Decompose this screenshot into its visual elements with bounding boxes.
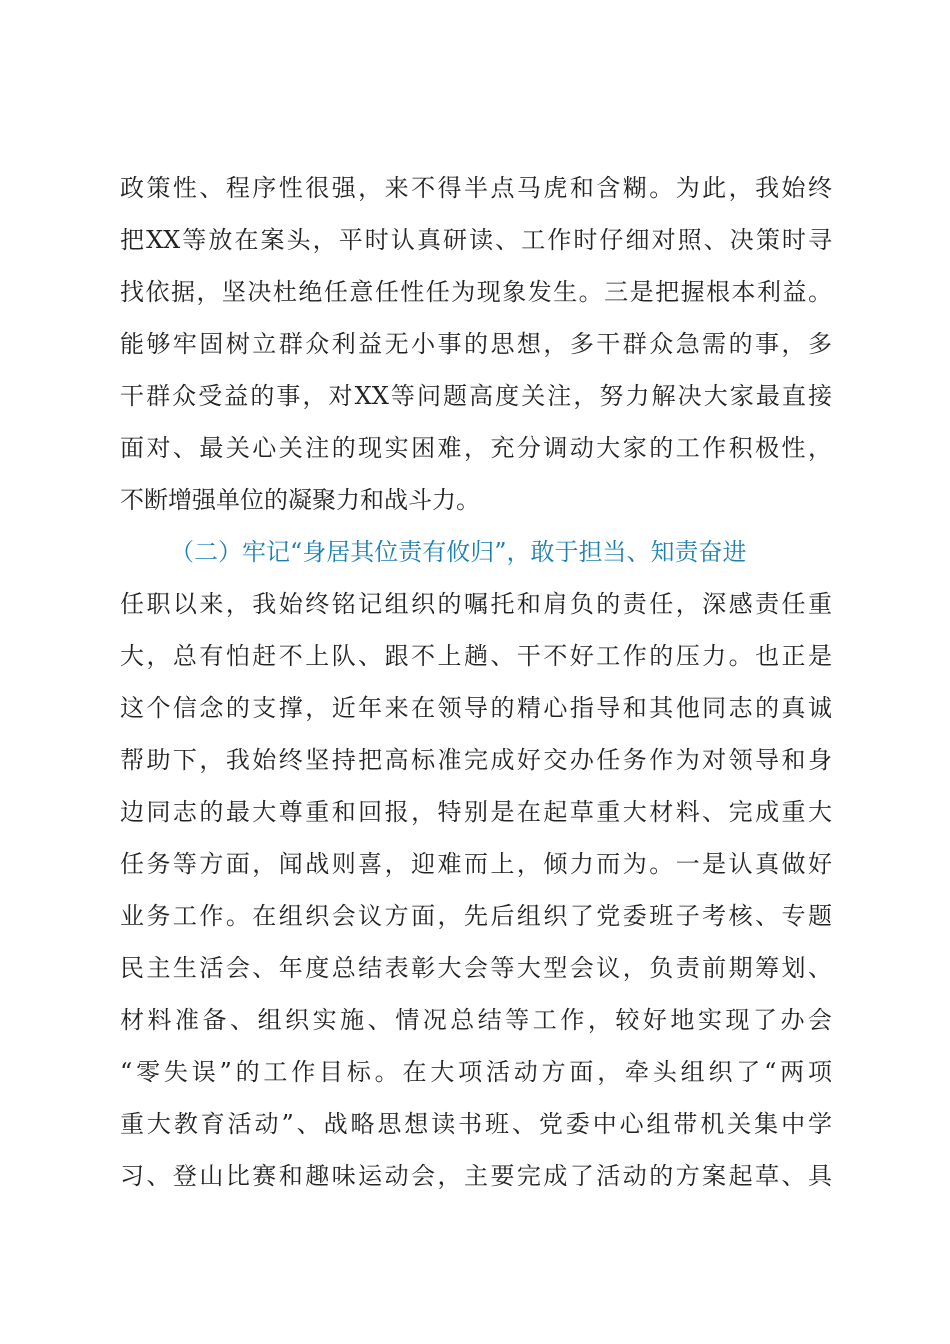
- paragraph-line: 重大教育活动”、战略思想读书班、党委中心组带机关集中学: [120, 1110, 832, 1138]
- paragraph-line: 任务等方面，闻战则喜，迎难而上，倾力而为。一是认真做好: [120, 850, 832, 878]
- paragraph-line: 任职以来，我始终铭记组织的嘱托和肩负的责任，深感责任重: [120, 590, 832, 618]
- paragraph-line: 政策性、程序性很强，来不得半点马虎和含糊。为此，我始终: [120, 174, 832, 202]
- paragraph-line: 干群众受益的事，对XX等问题高度关注，努力解决大家最直接: [120, 382, 832, 410]
- paragraph-line: 习、登山比赛和趣味运动会，主要完成了活动的方案起草、具: [120, 1162, 832, 1190]
- section-heading: （二）牢记“身居其位责有攸归”，敢于担当、知责奋进: [170, 538, 747, 566]
- paragraph-line: 能够牢固树立群众利益无小事的思想，多干群众急需的事，多: [120, 330, 832, 358]
- paragraph-line: 找依据，坚决杜绝任意任性任为现象发生。三是把握根本利益。: [120, 278, 832, 306]
- paragraph-line: 大，总有怕赶不上队、跟不上趟、干不好工作的压力。也正是: [120, 642, 832, 670]
- paragraph-line: 面对、最关心关注的现实困难，充分调动大家的工作积极性，: [120, 434, 832, 462]
- paragraph-line: 把XX等放在案头，平时认真研读、工作时仔细对照、决策时寻: [120, 226, 832, 254]
- paragraph-line: “零失误”的工作目标。在大项活动方面，牵头组织了“两项: [120, 1058, 832, 1086]
- paragraph-line: 这个信念的支撑，近年来在领导的精心指导和其他同志的真诚: [120, 694, 832, 722]
- paragraph-line: 边同志的最大尊重和回报，特别是在起草重大材料、完成重大: [120, 798, 832, 826]
- paragraph-line: 民主生活会、年度总结表彰大会等大型会议，负责前期筹划、: [120, 954, 832, 982]
- paragraph-line: 业务工作。在组织会议方面，先后组织了党委班子考核、专题: [120, 902, 832, 930]
- paragraph-line: 不断增强单位的凝聚力和战斗力。: [120, 486, 480, 514]
- paragraph-line: 材料准备、组织实施、情况总结等工作，较好地实现了办会: [120, 1006, 832, 1034]
- paragraph-line: 帮助下，我始终坚持把高标准完成好交办任务作为对领导和身: [120, 746, 832, 774]
